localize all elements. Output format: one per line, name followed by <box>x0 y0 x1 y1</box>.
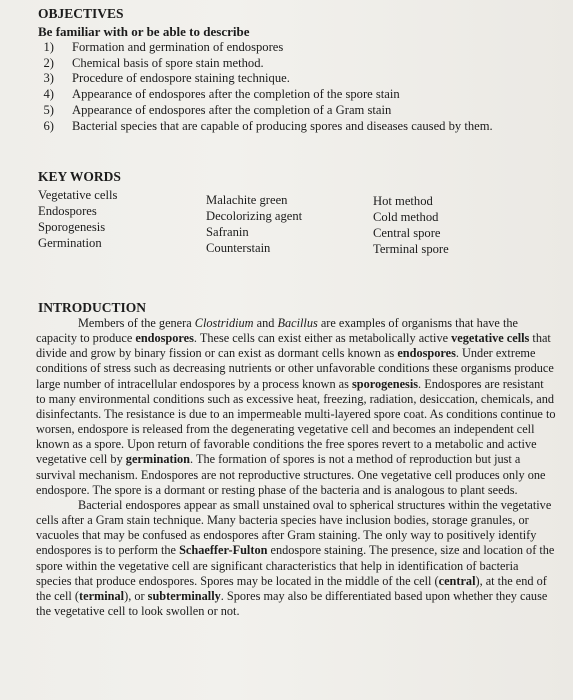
objective-item: 6) Bacterial species that are capable of producing spores and diseases caused by them. <box>43 118 493 133</box>
introduction-heading: INTRODUCTION <box>38 300 147 315</box>
objectives-list <box>38 40 493 134</box>
keywords-column-2 <box>206 192 302 256</box>
keyword: Central spore <box>373 226 441 240</box>
objective-item: 5) Appearance of endospores after the completion of a Gram stain <box>43 102 392 117</box>
keywords-column-1 <box>38 187 117 251</box>
keyword: Hot method <box>373 194 433 208</box>
objective-item: 2) Chemical basis of spore stain method. <box>43 55 264 70</box>
introduction-paragraph-1: Members of the genera Clostridium and Bacillus are examples of organisms that have the capacity to produce endospores. These cells can exist either as metabolically active vegetative cells that divide and grow by binary fission or can exist as dormant cells known as endospores. Under extreme conditions of stress such as decreasing nutrients or other unfavorable conditions these organisms produce large number of intracellular endospores by a process known as sporogenesis. Endospores are resistant to many environmental conditions such as excessive heat, freezing, radiation, desiccation, chemicals, and disinfectants. The resistance is due to an impermeable multi-layered spore coat. As conditions continue to worsen, endospore is released from the degenerating vegetative cell and becomes an independent cell known as a spore. Upon return of favorable conditions the free spores revert to a metabolic and active vegetative cell by germination. The formation of spores is not a method of reproduction but just a survival mechanism. Endospores are not reproductive structures. One vegetative cell produces only one endospore. The spore is a dormant or resting phase of the bacteria and is analogous to plant seeds. <box>36 316 556 497</box>
objectives-subtitle: Be familiar with or be able to describe <box>38 24 250 39</box>
keyword: Sporogenesis <box>38 220 106 234</box>
keyword: Cold method <box>373 210 439 224</box>
introduction-paragraph-2: Bacterial endospores appear as small unstained oval to spherical structures within the vegetative cells after a Gram stain technique. Many bacteria species have inclusion bodies, storage granules, or vacuoles that may be confused as endospores after Gram staining. The only way to positively identify endospores is to perform the Schaeffer-Fulton endospore staining. The presence, size and location of the spore within the vegetative cell are significant characteristics that help in identification of bacteria species that produce endospores. Spores may be located in the middle of the cell (central), at the end of the cell (terminal), or subterminally. Spores may also be differentiated based upon whether they cause the vegetative cell to look swollen or not. <box>36 497 555 618</box>
objective-item: 3) Procedure of endospore staining technique. <box>43 71 290 86</box>
keyword: Malachite green <box>206 193 288 207</box>
keyword: Terminal spore <box>373 242 449 256</box>
keyword: Endospores <box>38 204 97 218</box>
keyword: Vegetative cells <box>38 188 118 202</box>
keyword: Counterstain <box>206 241 271 255</box>
introduction-body <box>36 316 556 619</box>
keyword: Decolorizing agent <box>206 209 303 223</box>
objective-item: 4) Appearance of endospores after the completion of the spore stain <box>43 87 400 102</box>
objectives-heading: OBJECTIVES <box>38 6 124 21</box>
keywords-column-3 <box>373 193 449 257</box>
keyword: Germination <box>38 236 102 250</box>
keywords-heading: KEY WORDS <box>38 169 121 184</box>
objective-item: 1) Formation and germination of endospores <box>43 40 284 54</box>
keyword: Safranin <box>206 225 249 239</box>
